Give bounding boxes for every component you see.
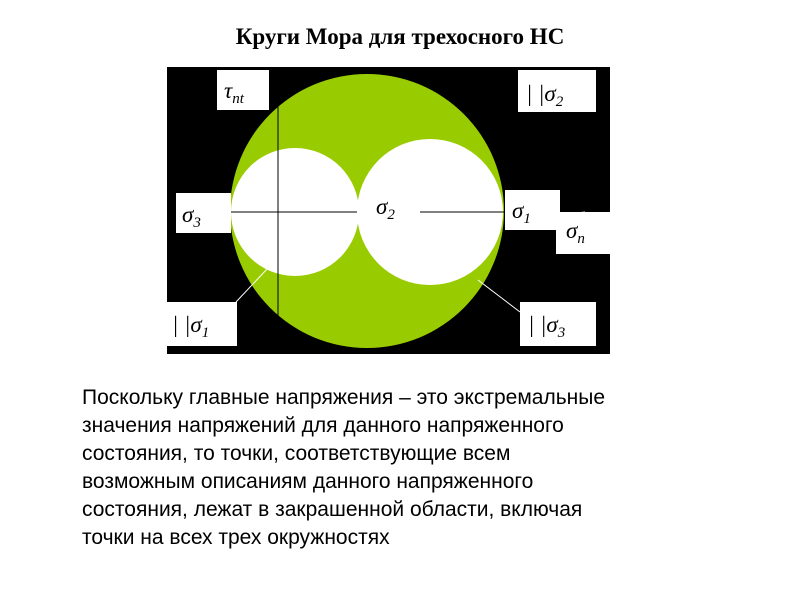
paragraph-line: возможным описаниям данного напряженного xyxy=(82,470,534,493)
sigma1-label: $\sigma_1$ xyxy=(512,198,531,227)
paragraph-line: состояния, то точки, соответствующие всем xyxy=(82,442,511,465)
page-title: Круги Мора для трехосного НС xyxy=(235,24,565,49)
explanation-paragraph xyxy=(82,384,722,552)
paragraph-line: значения напряжений для данного напряженного xyxy=(82,414,564,437)
par-sigma3-label: | $|\sigma_3$ xyxy=(528,312,566,341)
sigma3-label: $\sigma_3$ xyxy=(182,202,201,231)
par-sigma2-label: | $|\sigma_2$ xyxy=(526,81,564,110)
paragraph-line: Поскольку главные напряжения – это экстремальные xyxy=(82,386,606,409)
paragraph-line: точки на всех трех окружностях xyxy=(82,526,390,549)
sigma-n-label: $\sigma_n$ xyxy=(566,218,585,247)
par-sigma1-label: | $|\sigma_1$ xyxy=(172,312,210,341)
sigma2-label: $\sigma_2$ xyxy=(376,194,395,223)
paragraph-line: состояния, лежат в закрашенной области, включая xyxy=(82,498,583,521)
tau-label: $\tau_{nt}$ xyxy=(224,78,244,107)
